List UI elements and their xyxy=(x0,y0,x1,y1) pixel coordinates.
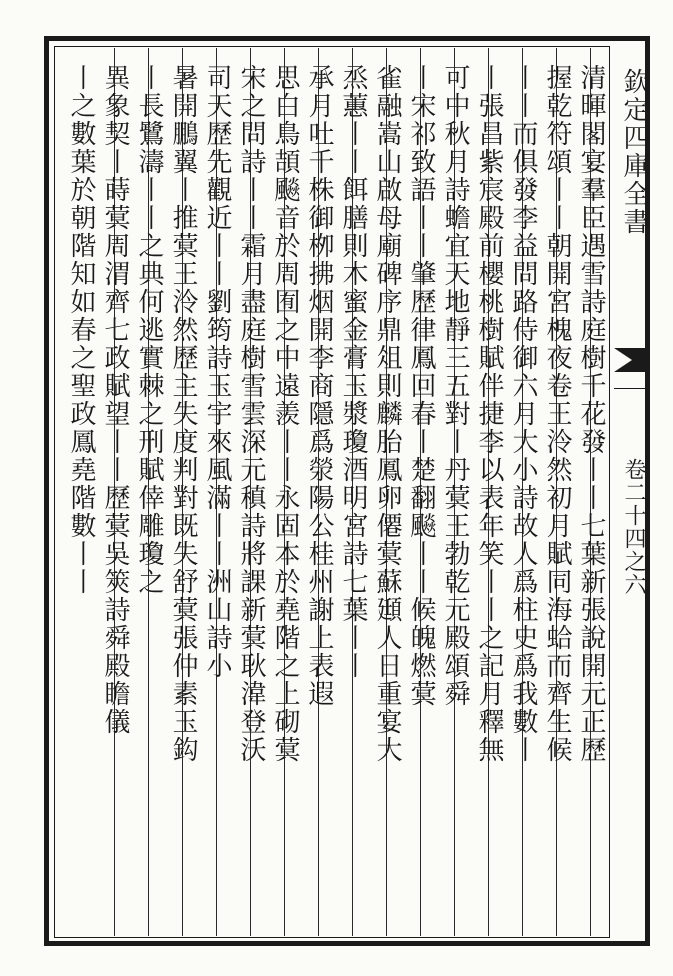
text-column: 丨宋祁致語丨丨肇歷律鳳回春丨楚翻飈丨丨候魄燃蓂 xyxy=(406,64,436,708)
text-column: 思白鳥頡飈音於周囿之中遠羨丨丨永固本於堯階之上砌蓂 xyxy=(270,64,300,764)
text-column: 暑開鵬翼丨推蓂王泠然歷主失度判對既失舒蓂張仲素玉鈎 xyxy=(168,64,198,764)
fishtail-mark-icon xyxy=(614,348,650,372)
text-column: 雀融嵩山啟母廟碑序鼎俎則麟胎鳳卵僊蓂蘇頲人日重宴大 xyxy=(372,64,402,764)
text-column: 丨長鷺濤丨丨之典何逃實棘之刑賦倖雕瓊之 xyxy=(134,64,164,596)
text-column: 宋之問詩丨丨霜月盡庭樹雪雲深元稹詩將課新蓂耿湋登沃 xyxy=(236,64,266,764)
text-column: 清暉閣宴羣臣遇雪詩庭樹千花發丨丨七葉新張說開元正歷 xyxy=(576,64,606,764)
margin-gutter xyxy=(614,48,650,936)
text-column: 丨丨而俱發李益問路侍御六月大小詩故人爲柱史爲我數丨 xyxy=(508,64,538,764)
text-column: 丨之數葉於朝階知如春之聖政鳳堯階數丨丨 xyxy=(66,64,96,596)
gutter-divider xyxy=(614,388,650,389)
text-column: 司天歷先觀近丨丨劉筠詩玉宇來風滿丨丨洲山詩小 xyxy=(202,64,232,680)
text-column: 承月吐千株御栁拂烟開李商隱爲滎陽公桂州謝上表遐 xyxy=(304,64,334,708)
book-title: 欽定四庫全書 xyxy=(619,68,649,236)
text-column: 可中秋月詩蟾宜天地靜三五對丨丹蓂王勃乾元殿頌舜 xyxy=(440,64,470,708)
text-column: 烝蕙丨丨餌膳則木蜜金膏玉漿瓊酒明宮詩七葉丨丨 xyxy=(338,64,368,680)
text-column: 握乾符頌丨丨朝開宮槐夜卷王泠然初月賦同海蛤而齊生候 xyxy=(542,64,572,764)
text-column: 異象契丨蒔蓂周渭齊七政賦望丨丨歷蓂吳筴詩舜殿瞻儀 xyxy=(100,64,130,736)
volume-label: 卷二十四之六 xyxy=(621,458,646,596)
text-column: 丨張昌紫宸殿前櫻桃樹賦伴捷李以表年笑丨丨之記月釋無 xyxy=(474,64,504,764)
